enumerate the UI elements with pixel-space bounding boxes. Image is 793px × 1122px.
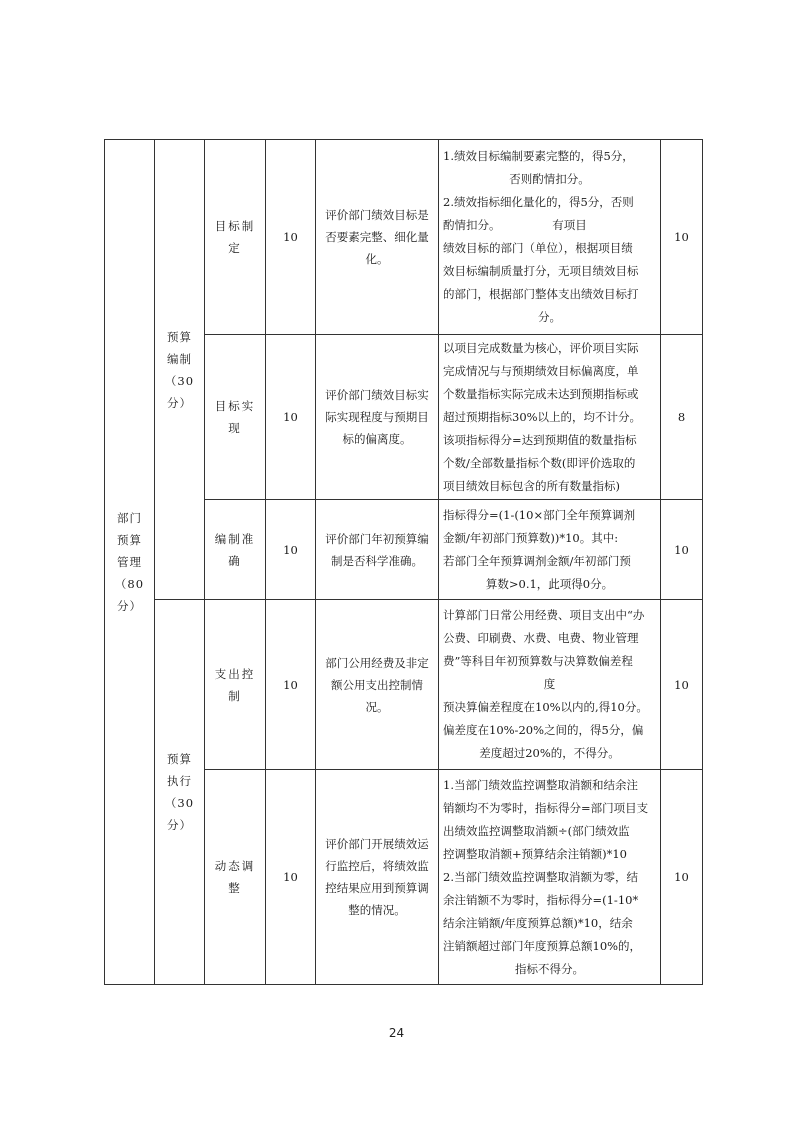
weight-cell: 10 <box>266 335 316 500</box>
criteria-line: 2.绩效指标细化量化的，得5分，否则 <box>443 195 634 209</box>
level2-category-cell <box>155 140 205 600</box>
criteria-line: 若部门全年预算调剂金额/年初部门预 <box>443 553 631 568</box>
criteria-cell <box>439 600 661 770</box>
criteria-line: 指标得分=(1-(10×部门全年预算调剂 <box>443 507 636 522</box>
criteria-line: 以项目完成数量为核心，评价项目实际 <box>443 340 639 355</box>
indicator-line: 制 <box>228 688 242 703</box>
level2-label-line: 编制 <box>167 351 192 366</box>
weight-cell: 10 <box>266 140 316 335</box>
table-row <box>105 140 703 335</box>
criteria-line: 完成情况与与预期绩效目标偏离度，单 <box>443 363 639 378</box>
criteria-line: 酌情扣分。 有项目 <box>443 218 587 232</box>
criteria-line: 算数>0.1，此项得0分。 <box>485 576 614 591</box>
score-cell: 10 <box>661 770 703 985</box>
description-cell: 评价部门绩效目标实际实现程度与预期目标的偏离度。 <box>316 335 439 500</box>
evaluation-table-container <box>104 139 702 985</box>
criteria-line: 项目绩效目标包含的所有数量指标) <box>443 478 620 493</box>
indicator-cell <box>205 500 266 600</box>
description-cell: 评价部门绩效目标是否要素完整、细化量化。 <box>316 140 439 335</box>
criteria-line: 结余注销额/年度预算总额)*10，结余 <box>443 915 633 930</box>
criteria-line: 否则酌情扣分。 <box>509 172 590 186</box>
criteria-line: 1.当部门绩效监控调整取消额和结余注 <box>443 777 638 792</box>
criteria-line: 余注销额不为零时，指标得分=(1-10* <box>443 892 639 907</box>
level2-category-cell <box>155 600 205 985</box>
criteria-line: 计算部门日常公用经费、项目支出中“办 <box>443 608 645 622</box>
score-cell: 10 <box>661 140 703 335</box>
level1-label-line: 管理 <box>117 555 142 569</box>
description-cell: 评价部门年初预算编制是否科学准确。 <box>316 500 439 600</box>
criteria-line: 出绩效监控调整取消额÷(部门绩效监 <box>443 823 630 838</box>
score-cell: 10 <box>661 600 703 770</box>
indicator-line: 目标制 <box>214 219 256 233</box>
criteria-line: 差度超过20%的，不得分。 <box>479 746 620 760</box>
criteria-line: 金额/年初部门预算数))*10。其中: <box>443 530 619 545</box>
indicator-line: 动态调 <box>214 859 256 873</box>
level2-label-line: 分） <box>167 395 192 410</box>
criteria-line: 个数/全部数量指标个数(即评价选取的 <box>443 455 636 470</box>
level1-label-line: 预算 <box>117 533 142 547</box>
criteria-line: 预决算偏差程度在10%以内的,得10分。 <box>443 700 648 714</box>
indicator-cell <box>205 770 266 985</box>
indicator-line: 定 <box>228 241 242 255</box>
criteria-line: 销额均不为零时，指标得分=部门项目支 <box>443 800 649 815</box>
level2-label-line: 预算 <box>167 329 192 344</box>
indicator-line: 现 <box>228 421 242 435</box>
page-number: 24 <box>388 1026 405 1040</box>
level1-label-line: 分） <box>117 599 142 613</box>
level2-label-line: 执行 <box>167 774 192 788</box>
level1-category-cell <box>105 140 155 985</box>
weight-cell: 10 <box>266 770 316 985</box>
criteria-line: 公费、印刷费、水费、电费、物业管理 <box>443 631 639 645</box>
level2-label-line: 分） <box>167 818 192 832</box>
indicator-cell <box>205 335 266 500</box>
indicator-line: 支出控 <box>214 666 256 681</box>
description-cell: 部门公用经费及非定额公用支出控制情况。 <box>316 600 439 770</box>
criteria-cell <box>439 770 661 985</box>
criteria-line: 注销额超过部门年度预算总额10%的， <box>443 938 642 953</box>
indicator-line: 确 <box>228 553 242 568</box>
criteria-line: 2.当部门绩效监控调整取消额为零，结 <box>443 869 638 884</box>
description-cell: 评价部门开展绩效运行监控后，将绩效监控结果应用到预算调整的情况。 <box>316 770 439 985</box>
criteria-line: 偏差度在10%-20%之间的，得5分，偏 <box>443 723 644 737</box>
criteria-cell <box>439 335 661 500</box>
criteria-cell <box>439 140 661 335</box>
level2-label-line: （30 <box>164 796 195 810</box>
evaluation-table <box>104 139 703 985</box>
criteria-line: 分。 <box>538 310 561 324</box>
criteria-line: 个数量指标实际完成未达到预期指标或 <box>443 386 639 401</box>
criteria-line: 绩效目标的部门（单位），根据项目绩 <box>443 241 633 255</box>
criteria-line: 控调整取消额+预算结余注销额)*10 <box>443 846 628 861</box>
criteria-line: 的部门，根据部门整体支出绩效目标打 <box>443 287 639 301</box>
criteria-line: 效目标编制质量打分，无项目绩效目标 <box>443 264 639 278</box>
indicator-cell <box>205 600 266 770</box>
indicator-line: 编制准 <box>214 531 256 546</box>
criteria-line: 1.绩效目标编制要素完整的，得5分， <box>443 149 634 163</box>
indicator-line: 整 <box>228 881 242 895</box>
table-row <box>105 600 703 770</box>
criteria-line: 该项指标得分=达到预期值的数量指标 <box>443 432 637 447</box>
weight-cell: 10 <box>266 500 316 600</box>
criteria-line: 费”等科目年初预算数与决算数偏差程 <box>443 654 633 668</box>
level2-label-line: （30 <box>164 373 195 388</box>
score-cell: 8 <box>661 335 703 500</box>
criteria-line: 度 <box>543 677 556 691</box>
level1-label-line: 部门 <box>117 511 142 525</box>
level2-label-line: 预算 <box>167 752 192 766</box>
criteria-line: 指标不得分。 <box>515 961 584 976</box>
level1-label-line: （80 <box>114 577 145 591</box>
weight-cell: 10 <box>266 600 316 770</box>
indicator-line: 目标实 <box>214 399 256 413</box>
criteria-cell <box>439 500 661 600</box>
criteria-line: 超过预期指标30%以上的，均不计分。 <box>443 409 642 424</box>
score-cell: 10 <box>661 500 703 600</box>
indicator-cell <box>205 140 266 335</box>
